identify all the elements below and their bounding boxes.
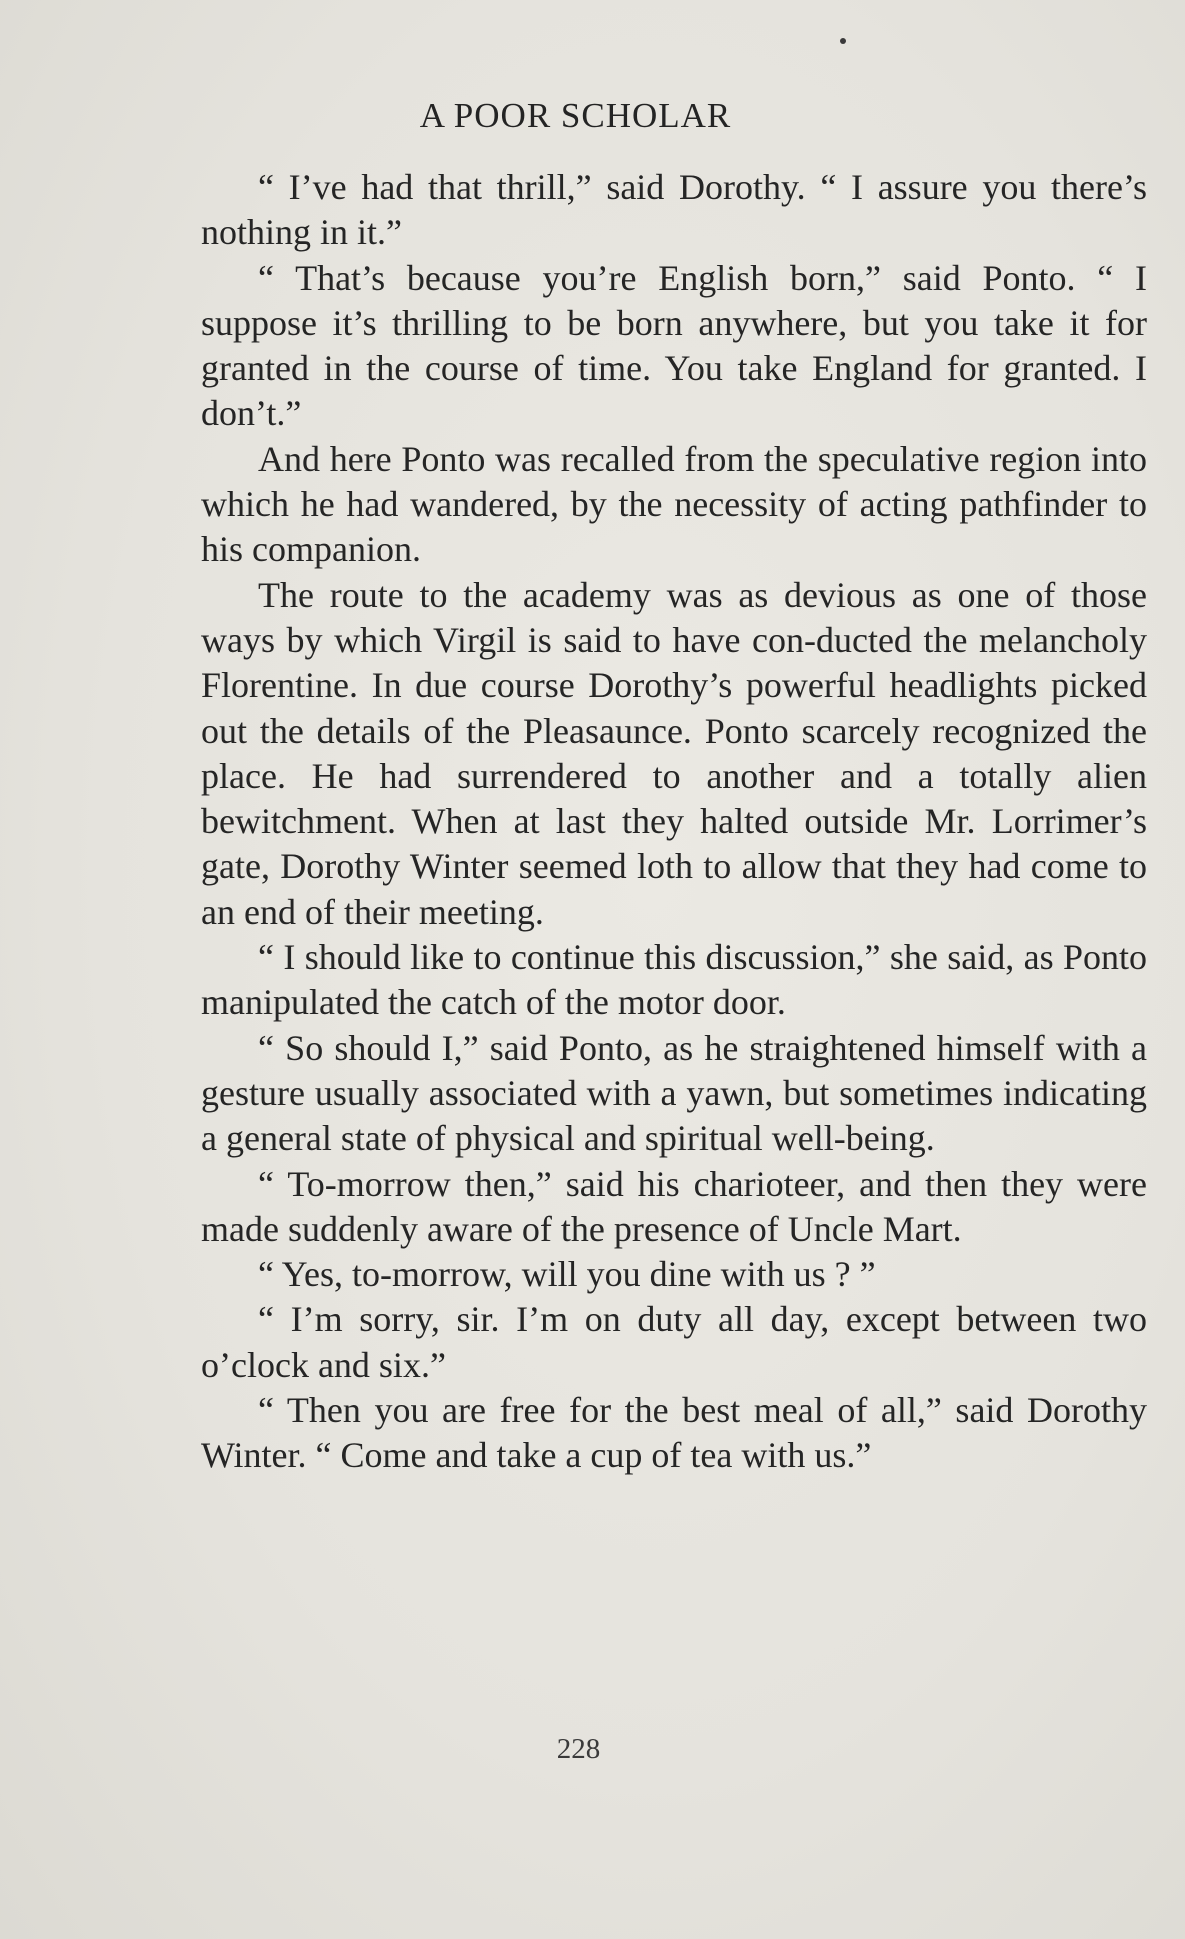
paragraph: “ I’ve had that thrill,” said Dorothy. “ I assure you there’s nothing in it.” — [201, 167, 1147, 253]
paragraph: “ I should like to continue this discussion,” she said, as Ponto manipulated the catch of the motor door. — [201, 937, 1147, 1023]
paragraph: “ Yes, to-morrow, will you dine with us ? ” — [258, 1254, 876, 1295]
paragraph: And here Ponto was recalled from the speculative region into which he had wandered, by the necessity of acting pathfinder to his companion. — [201, 438, 1147, 570]
paragraph: “ That’s because you’re English born,” said Ponto. “ I suppose it’s thrilling to be born anywhere, but you take it for granted in the course of time. You take England for granted. I don’t.” — [201, 257, 1147, 434]
ink-speck — [840, 38, 846, 44]
paragraph: The route to the academy was as devious as one of those ways by which Virgil is said to have con-ducted the melancholy Florentine. In due course Dorothy’s powerful headlights picked out the details of the Pleasaunce. Ponto scarcely recognized the place. He had surrendered to another and a totally alien bewitchment. When at last they halted outside Mr. Lorrimer’s gate, Dorothy Winter seemed loth to allow that they had come to an end of their meeting. — [201, 574, 1147, 932]
running-head: A POOR SCHOLAR — [419, 96, 732, 135]
paragraph: “ So should I,” said Ponto, as he straightened himself with a gesture usually associated with a yawn, but sometimes indicating a general state of physical and spiritual well-being. — [201, 1027, 1147, 1159]
page-number: 228 — [556, 1733, 601, 1765]
paragraph: “ To-morrow then,” said his charioteer, and then they were made suddenly aware of the presence of Uncle Mart. — [201, 1163, 1147, 1249]
paragraph: “ Then you are free for the best meal of all,” said Dorothy Winter. “ Come and take a cup of tea with us.” — [201, 1390, 1147, 1476]
paragraph: “ I’m sorry, sir. I’m on duty all day, except between two o’clock and six.” — [201, 1299, 1147, 1385]
body-text — [201, 165, 1147, 1479]
